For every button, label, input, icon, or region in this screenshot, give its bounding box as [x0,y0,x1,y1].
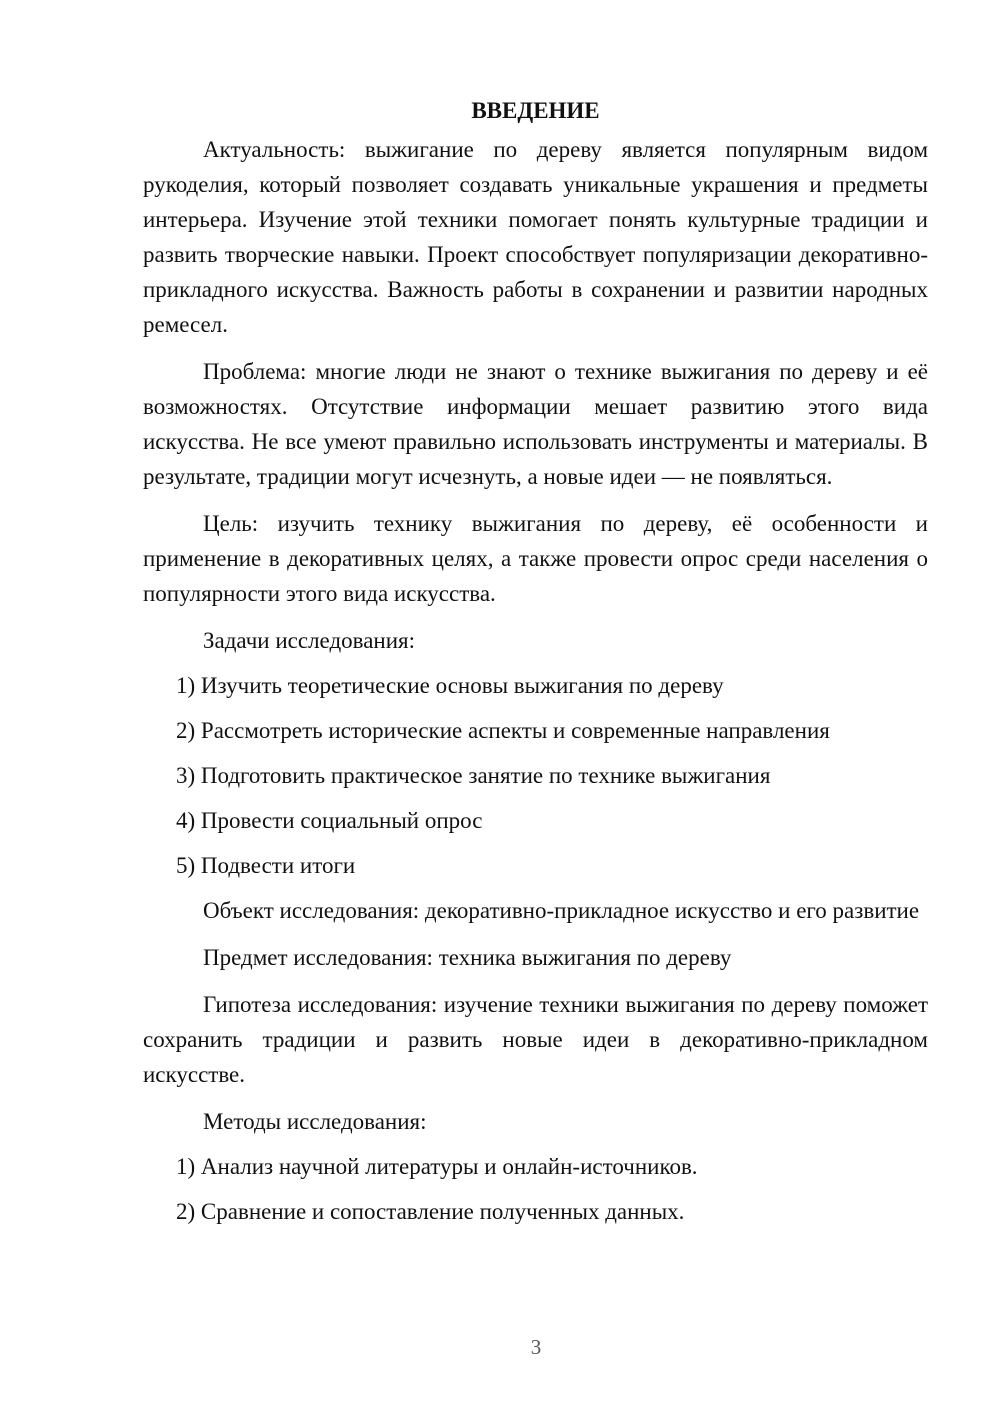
task-item: 2) Рассмотреть исторические аспекты и современные направления [176,718,830,743]
object-paragraph: Объект исследования: декоративно-прикладное искусство и его развитие [203,898,920,923]
page-content [143,94,928,1239]
task-item: 4) Провести социальный опрос [176,808,483,833]
hypothesis-paragraph: Гипотеза исследования: изучение техники выжигания по дереву поможет сохранить традиции и развить новые идеи в декоративно-прикладном искусстве. [143,992,928,1087]
methods-heading: Методы исследования: [203,1109,427,1134]
problem-paragraph: Проблема: многие люди не знают о технике выжигания по дереву и её возможностях. Отсутствие информации мешает развитию этого вида искусства. Не все умеют правильно использовать инструменты и материалы. В результате, традиции могут исчезнуть, а новые идеи — не появляться. [143,359,928,489]
method-item: 2) Сравнение и сопоставление полученных данных. [176,1199,685,1224]
task-item: 3) Подготовить практическое занятие по технике выжигания [176,763,771,788]
goal-paragraph: Цель: изучить технику выжигания по дереву, её особенности и применение в декоративных целях, а также провести опрос среди населения о популярности этого вида искусства. [143,511,928,606]
method-item: 1) Анализ научной литературы и онлайн-источников. [176,1154,698,1179]
tasks-heading: Задачи исследования: [203,628,416,653]
task-item: 1) Изучить теоретические основы выжигания по дереву [176,673,724,698]
relevance-paragraph: Актуальность: выжигание по дереву является популярным видом рукоделия, который позволяет создавать уникальные украшения и предметы интерьера. Изучение этой техники помогает понять культурные традиции и развить творческие навыки. Проект способствует популяризации декоративно-прикладного искусства. Важность работы в сохранении и развитии народных ремесел. [143,137,928,337]
page-title: ВВЕДЕНИЕ [471,98,600,123]
task-item: 5) Подвести итоги [176,853,356,878]
page-number: 3 [530,1335,542,1359]
subject-paragraph: Предмет исследования: техника выжигания по дереву [203,945,732,970]
